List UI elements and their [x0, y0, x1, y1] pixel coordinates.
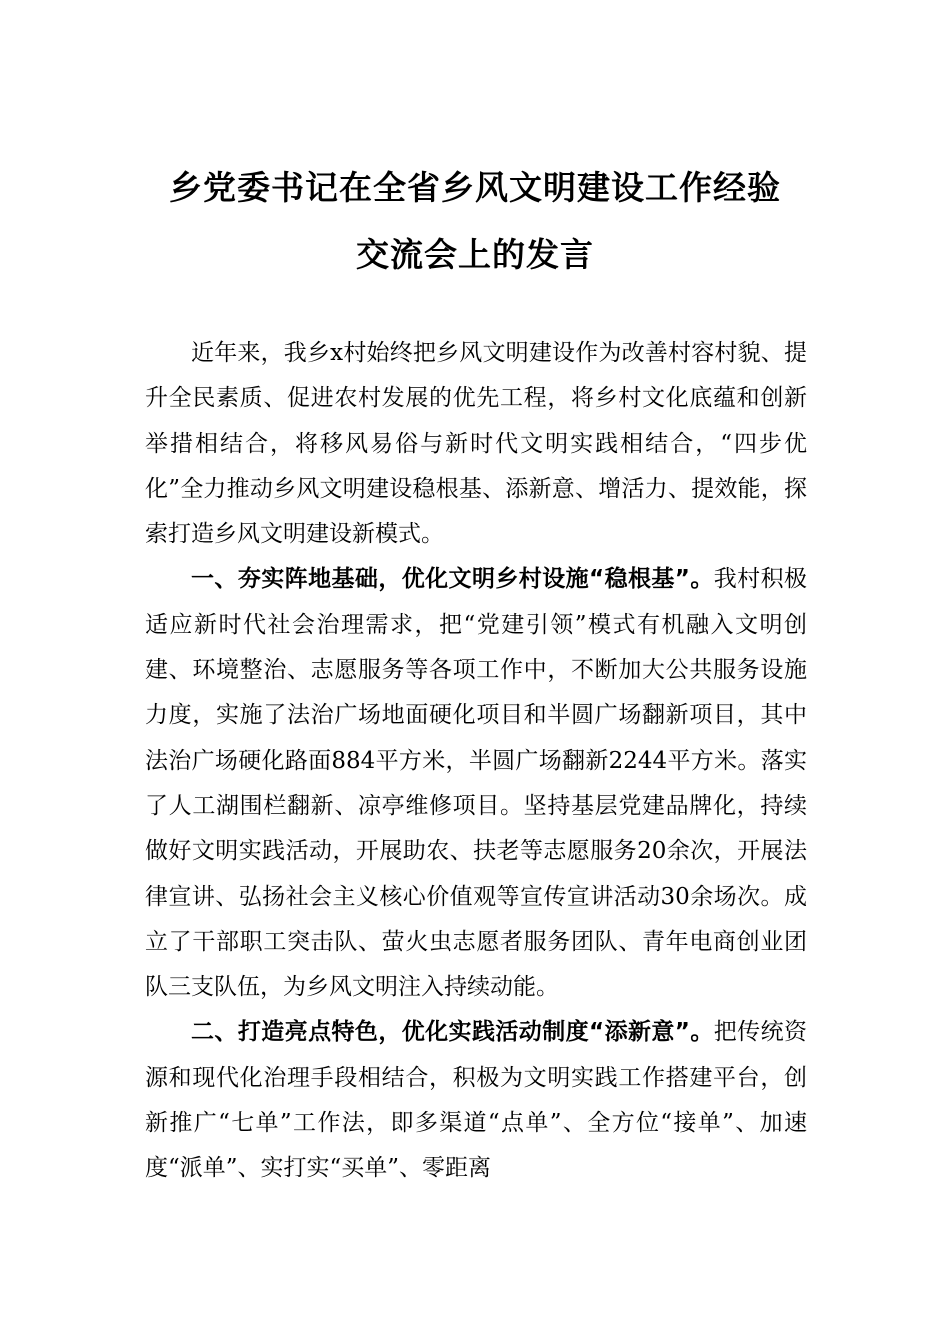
intro-paragraph: 近年来，我乡x村始终把乡风文明建设作为改善村容村貌、提升全民素质、促进农村发展的优先工程，将乡村文化底蕴和创新举措相结合，将移风易俗与新时代文明实践相结合，“四步优化”全力推动乡风文明建设稳根基、添新意、增活力、提效能，探索打造乡风文明建设新模式。 [145, 340, 807, 548]
section-2-text: 把传统资源和现代化治理手段相结合，积极为文明实践工作搭建平台，创新推广“七单”工作法，即多渠道“点单”、全方位“接单”、加速度“派单”、实打实“买单”、零距离 [145, 1019, 808, 1182]
section-1-heading: 一、夯实阵地基础，优化文明乡村设施“稳根基”。 [191, 566, 714, 593]
document-title-line-1: 乡党委书记在全省乡风文明建设工作经验 [169, 168, 781, 207]
section-2-heading: 二、打造亮点特色，优化实践活动制度“添新意”。 [191, 1019, 714, 1046]
document-title-line-2: 交流会上的发言 [356, 235, 594, 274]
section-1-text: 我村积极适应新时代社会治理需求，把“党建引领”模式有机融入文明创建、环境整治、志愿服务等各项工作中，不断加大公共服务设施力度，实施了法治广场地面硬化项目和半圆广场翻新项目，其中法治广场硬化路面884平方米，半圆广场翻新2244平方米。落实了人工湖围栏翻新、凉亭维修项目。坚持基层党建品牌化，持续做好文明实践活动，开展助农、扶老等志愿服务20余次，开展法律宣讲、弘扬社会主义核心价值观等宣传宣讲活动30余场次。成立了干部职工突击队、萤火虫志愿者服务团队、青年电商创业团队三支队伍，为乡风文明注入持续动能。 [145, 566, 808, 1001]
document-body [145, 331, 807, 1192]
section-1-paragraph [145, 557, 807, 1010]
section-2-paragraph [145, 1010, 807, 1191]
